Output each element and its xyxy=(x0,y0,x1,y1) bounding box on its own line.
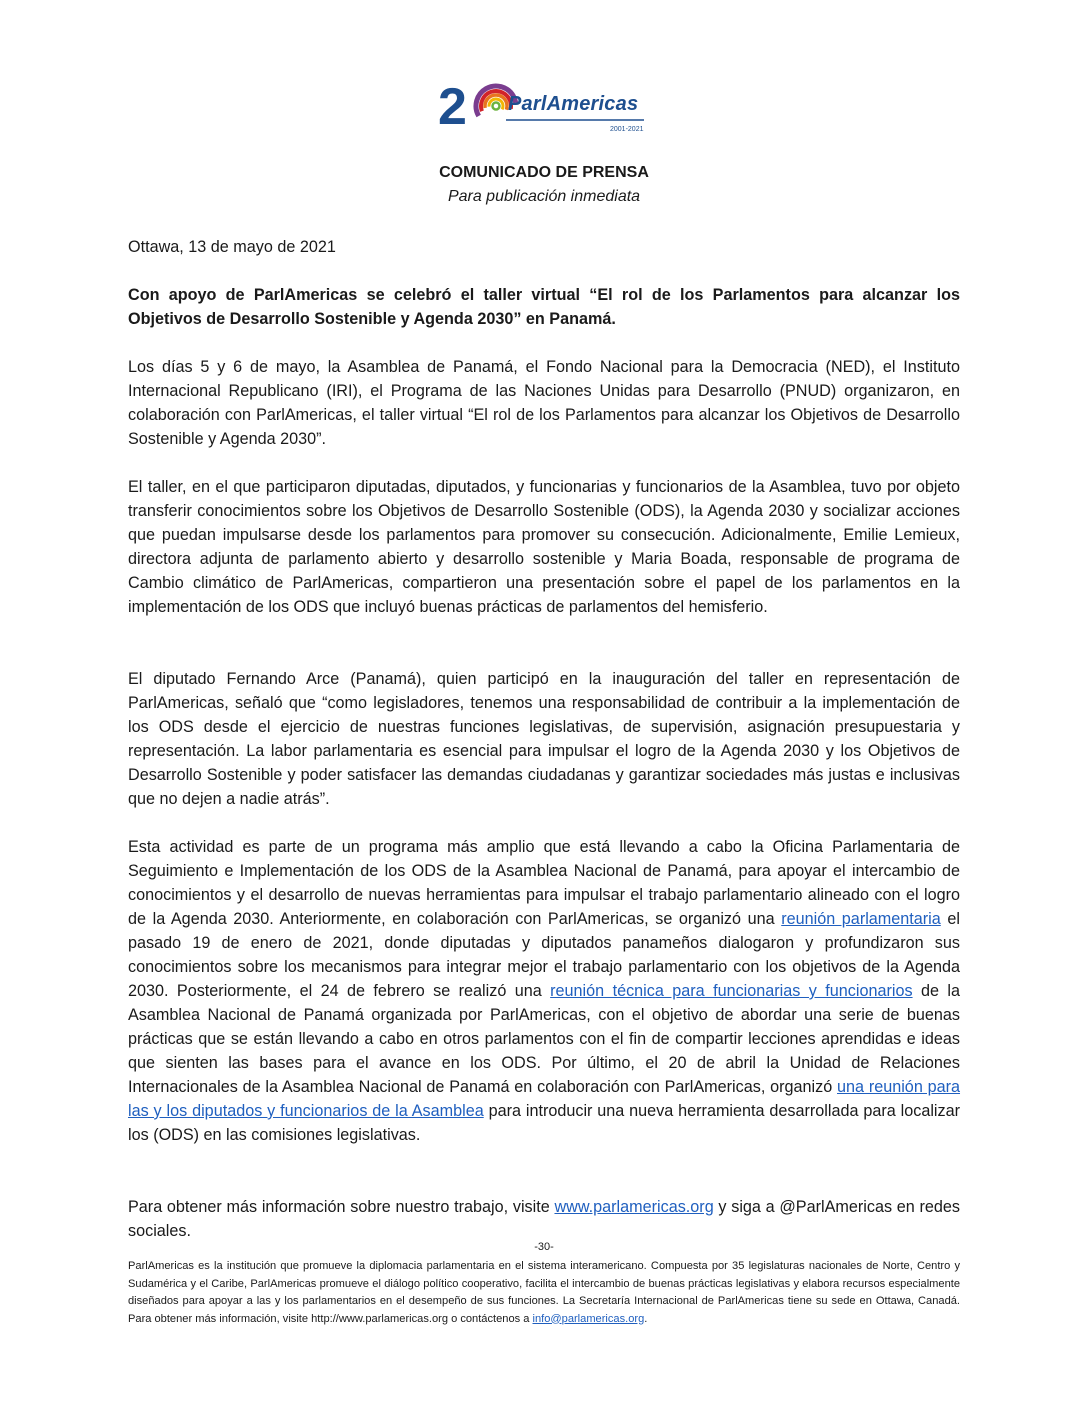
footer-end: . xyxy=(644,1312,648,1325)
parlamericas-website-link[interactable]: www.parlamericas.org xyxy=(554,1198,714,1216)
paragraph-2: El taller, en el que participaron diputadas, diputados, y funcionarias y funcionarios de la Asamblea, tuvo por objeto transferir conocimientos sobre los Objetivos de Desarrollo Sostenible (ODS), la Agenda 2030 y socializar acciones que puedan impulsarse desde los parlamentos para promover su consecución. Adicionalmente, Emilie Lemieux, directora adjunta de parlamento abierto y desarrollo sostenible y Maria Boada, responsable de programa de Cambio climático de ParlAmericas, compartieron una presentación sobre el papel de los parlamentos en la implementación de los ODS que incluyó buenas prácticas de parlamentos del hemisferio. xyxy=(128,478,960,616)
logo-wordmark: ParlAmericas xyxy=(508,93,639,115)
paragraph-4 xyxy=(128,835,960,1147)
press-release-subtitle: Para publicación inmediata xyxy=(447,188,641,205)
dateline: Ottawa, 13 de mayo de 2021 xyxy=(128,238,336,256)
headline: Con apoyo de ParlAmericas se celebró el taller virtual “El rol de los Parlamentos para alcanzar los Objetivos de Desarrollo Sostenible y Agenda 2030” en Panamá. xyxy=(128,286,960,328)
logo-years: 2001-2021 xyxy=(610,126,644,133)
footer-text: ParlAmericas es la institución que promueve la diplomacia parlamentaria en el sistema interamericano. Compuesta por 35 legislaturas nacionales de Norte, Centro y Sudamérica y el Caribe, ParlAmericas promueve el diálogo político cooperativo, facilita el intercambio de buenas prácticas legislativas y elabora recursos especialmente diseñados para apoyar a las y los parlamentarios en el desempeño de sus funciones. La Secretaría Internacional de ParlAmericas tiene su sede en Ottawa, Canadá. Para obtener más información, visite http://www.parlamericas.org o contáctenos a xyxy=(128,1260,960,1325)
paragraph-4-text-3: de la Asamblea Nacional de Panamá organizada por ParlAmericas, con el objetivo de abordar una serie de buenas prácticas que se están llevando a cabo en otros parlamentos con el fin de compartir lecciones aprendidas e ideas que sienten las bases para el avance en los ODS. Por último, el 20 de abril la Unidad de Relaciones Internacionales de la Asamblea Nacional de Panamá en colaboración con ParlAmericas, organizó xyxy=(128,982,960,1096)
reunion-parlamentaria-link[interactable]: reunión parlamentaria xyxy=(781,910,941,928)
paragraph-3: El diputado Fernando Arce (Panamá), quien participó en la inauguración del taller en representación de ParlAmericas, señaló que “como legisladores, tenemos una responsabilidad de contribuir a la implementación de los ODS desde el ejercicio de nuestras funciones legislativas, de supervisión, asignación presupuestaria y representación. La labor parlamentaria es esencial para impulsar el logro de la Agenda 2030 y los Objetivos de Desarrollo Sostenible y poder satisfacer las demandas ciudadanas y garantizar sociedades más justas e inclusivas que no dejen a nadie atrás”. xyxy=(128,670,960,808)
paragraph-5-text-1: Para obtener más información sobre nuestro trabajo, visite xyxy=(128,1198,555,1216)
paragraph-5-text-2: y siga a @ParlAmericas en redes sociales. xyxy=(128,1198,960,1240)
logo-number: 2 xyxy=(438,78,467,136)
parlamericas-20-logo xyxy=(438,76,652,142)
reunion-diputados-funcionarios-link[interactable]: una reunión para las y los diputados y funcionarios de la Asamblea xyxy=(128,1078,961,1120)
paragraph-1: Los días 5 y 6 de mayo, la Asamblea de Panamá, el Fondo Nacional para la Democracia (NED), el Instituto Internacional Republicano (IRI), el Programa de las Naciones Unidas para Desarrollo (PNUD) organizaron, en colaboración con ParlAmericas, el taller virtual “El rol de los Parlamentos para alcanzar los Objetivos de Desarrollo Sostenible y Agenda 2030”. xyxy=(128,358,960,448)
footer-boilerplate xyxy=(128,1258,960,1328)
contact-email-link[interactable]: info@parlamericas.org xyxy=(532,1312,645,1325)
reunion-tecnica-link[interactable]: reunión técnica para funcionarias y funcionarios xyxy=(550,982,913,1000)
paragraph-4-text-1: Esta actividad es parte de un programa más amplio que está llevando a cabo la Oficina Parlamentaria de Seguimiento e Implementación de los ODS de la Asamblea Nacional de Panamá, para apoyar el intercambio de conocimientos y el desarrollo de nuevas herramientas para impulsar el trabajo parlamentario alineado con el logro de la Agenda 2030. Anteriormente, en colaboración con ParlAmericas, se organizó una xyxy=(128,838,960,928)
press-release-title: COMUNICADO DE PRENSA xyxy=(439,164,649,181)
paragraph-4-text-2: el pasado 19 de enero de 2021, donde diputadas y diputados panameños dialogaron y profundizaron sus conocimientos sobre los mecanismos para integrar mejor el trabajo parlamentario con los objetivos de la Agenda 2030. Posteriormente, el 24 de febrero se realizó una xyxy=(128,910,960,1000)
paragraph-5 xyxy=(128,1195,960,1243)
paragraph-4-text-4: para introducir una nueva herramienta desarrollada para localizar los (ODS) en las comisiones legislativas. xyxy=(128,1102,960,1144)
page-number: -30- xyxy=(534,1241,554,1253)
